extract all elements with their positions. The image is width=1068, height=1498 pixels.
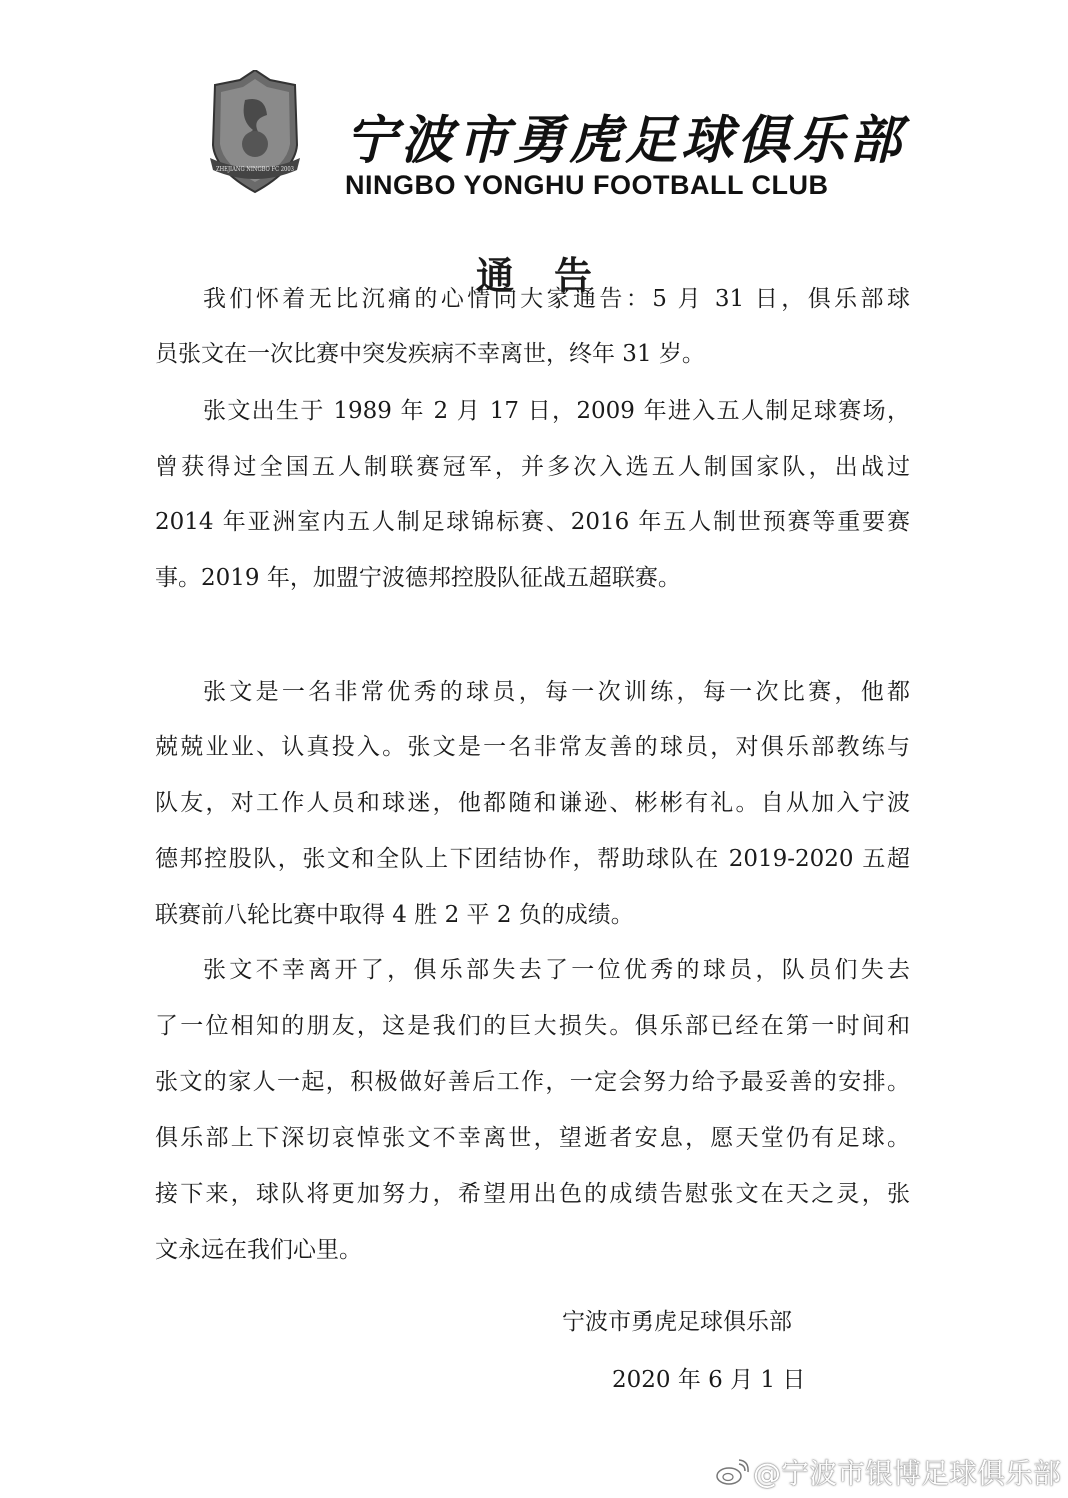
paragraph-line: 兢兢业业、认真投入。张文是一名非常友善的球员，对俱乐部教练与 xyxy=(155,734,910,760)
signature-date: 2020 年 6 月 1 日 xyxy=(612,1367,806,1393)
weibo-watermark xyxy=(715,1452,1061,1492)
club-crest-logo xyxy=(205,70,305,195)
paragraph-line: 张文不幸离开了，俱乐部失去了一位优秀的球员，队员们失去 xyxy=(203,957,910,983)
signature-organization: 宁波市勇虎足球俱乐部 xyxy=(562,1309,792,1335)
paragraph-line: 德邦控股队，张文和全队上下团结协作，帮助球队在 2019-2020 五超 xyxy=(155,846,910,872)
paragraph-line: 员张文在一次比赛中突发疾病不幸离世，终年 31 岁。 xyxy=(155,341,705,367)
paragraph-line: 事。2019 年，加盟宁波德邦控股队征战五超联赛。 xyxy=(155,565,681,591)
paragraph-line: 2014 年亚洲室内五人制足球锦标赛、2016 年五人制世预赛等重要赛 xyxy=(155,509,910,535)
paragraph-line: 了一位相知的朋友，这是我们的巨大损失。俱乐部已经在第一时间和 xyxy=(155,1013,910,1039)
paragraph-line: 张文是一名非常优秀的球员，每一次训练，每一次比赛，他都 xyxy=(203,679,910,705)
weibo-icon xyxy=(715,1458,749,1486)
paragraph-line: 俱乐部上下深切哀悼张文不幸离世，望逝者安息，愿天堂仍有足球。 xyxy=(155,1125,910,1151)
paragraph-line: 接下来，球队将更加努力，希望用出色的成绩告慰张文在天之灵，张 xyxy=(155,1181,910,1207)
club-name-cn: 宁波市勇虎足球俱乐部 xyxy=(345,110,906,171)
paragraph-line: 我们怀着无比沉痛的心情向大家通告：5 月 31 日，俱乐部球 xyxy=(203,286,910,312)
watermark-text: @宁波市银博足球俱乐部 xyxy=(753,1457,1062,1490)
notice-title: 通告 xyxy=(475,254,632,298)
crest-ribbon-text: ZHEJIANG NINGBO FC 2003 xyxy=(216,166,295,173)
paragraph-line: 队友，对工作人员和球迷，他都随和谦逊、彬彬有礼。自从加入宁波 xyxy=(155,790,910,816)
paragraph-line: 曾获得过全国五人制联赛冠军，并多次入选五人制国家队，出战过 xyxy=(155,454,910,480)
paragraph-line: 张文的家人一起，积极做好善后工作，一定会努力给予最妥善的安排。 xyxy=(155,1069,910,1095)
paragraph-line: 张文出生于 1989 年 2 月 17 日，2009 年进入五人制足球赛场， xyxy=(203,398,910,424)
paragraph-line: 文永远在我们心里。 xyxy=(155,1237,362,1263)
paragraph-line: 联赛前八轮比赛中取得 4 胜 2 平 2 负的成绩。 xyxy=(155,902,634,928)
club-name-en: NINGBO YONGHU FOOTBALL CLUB xyxy=(345,170,829,200)
